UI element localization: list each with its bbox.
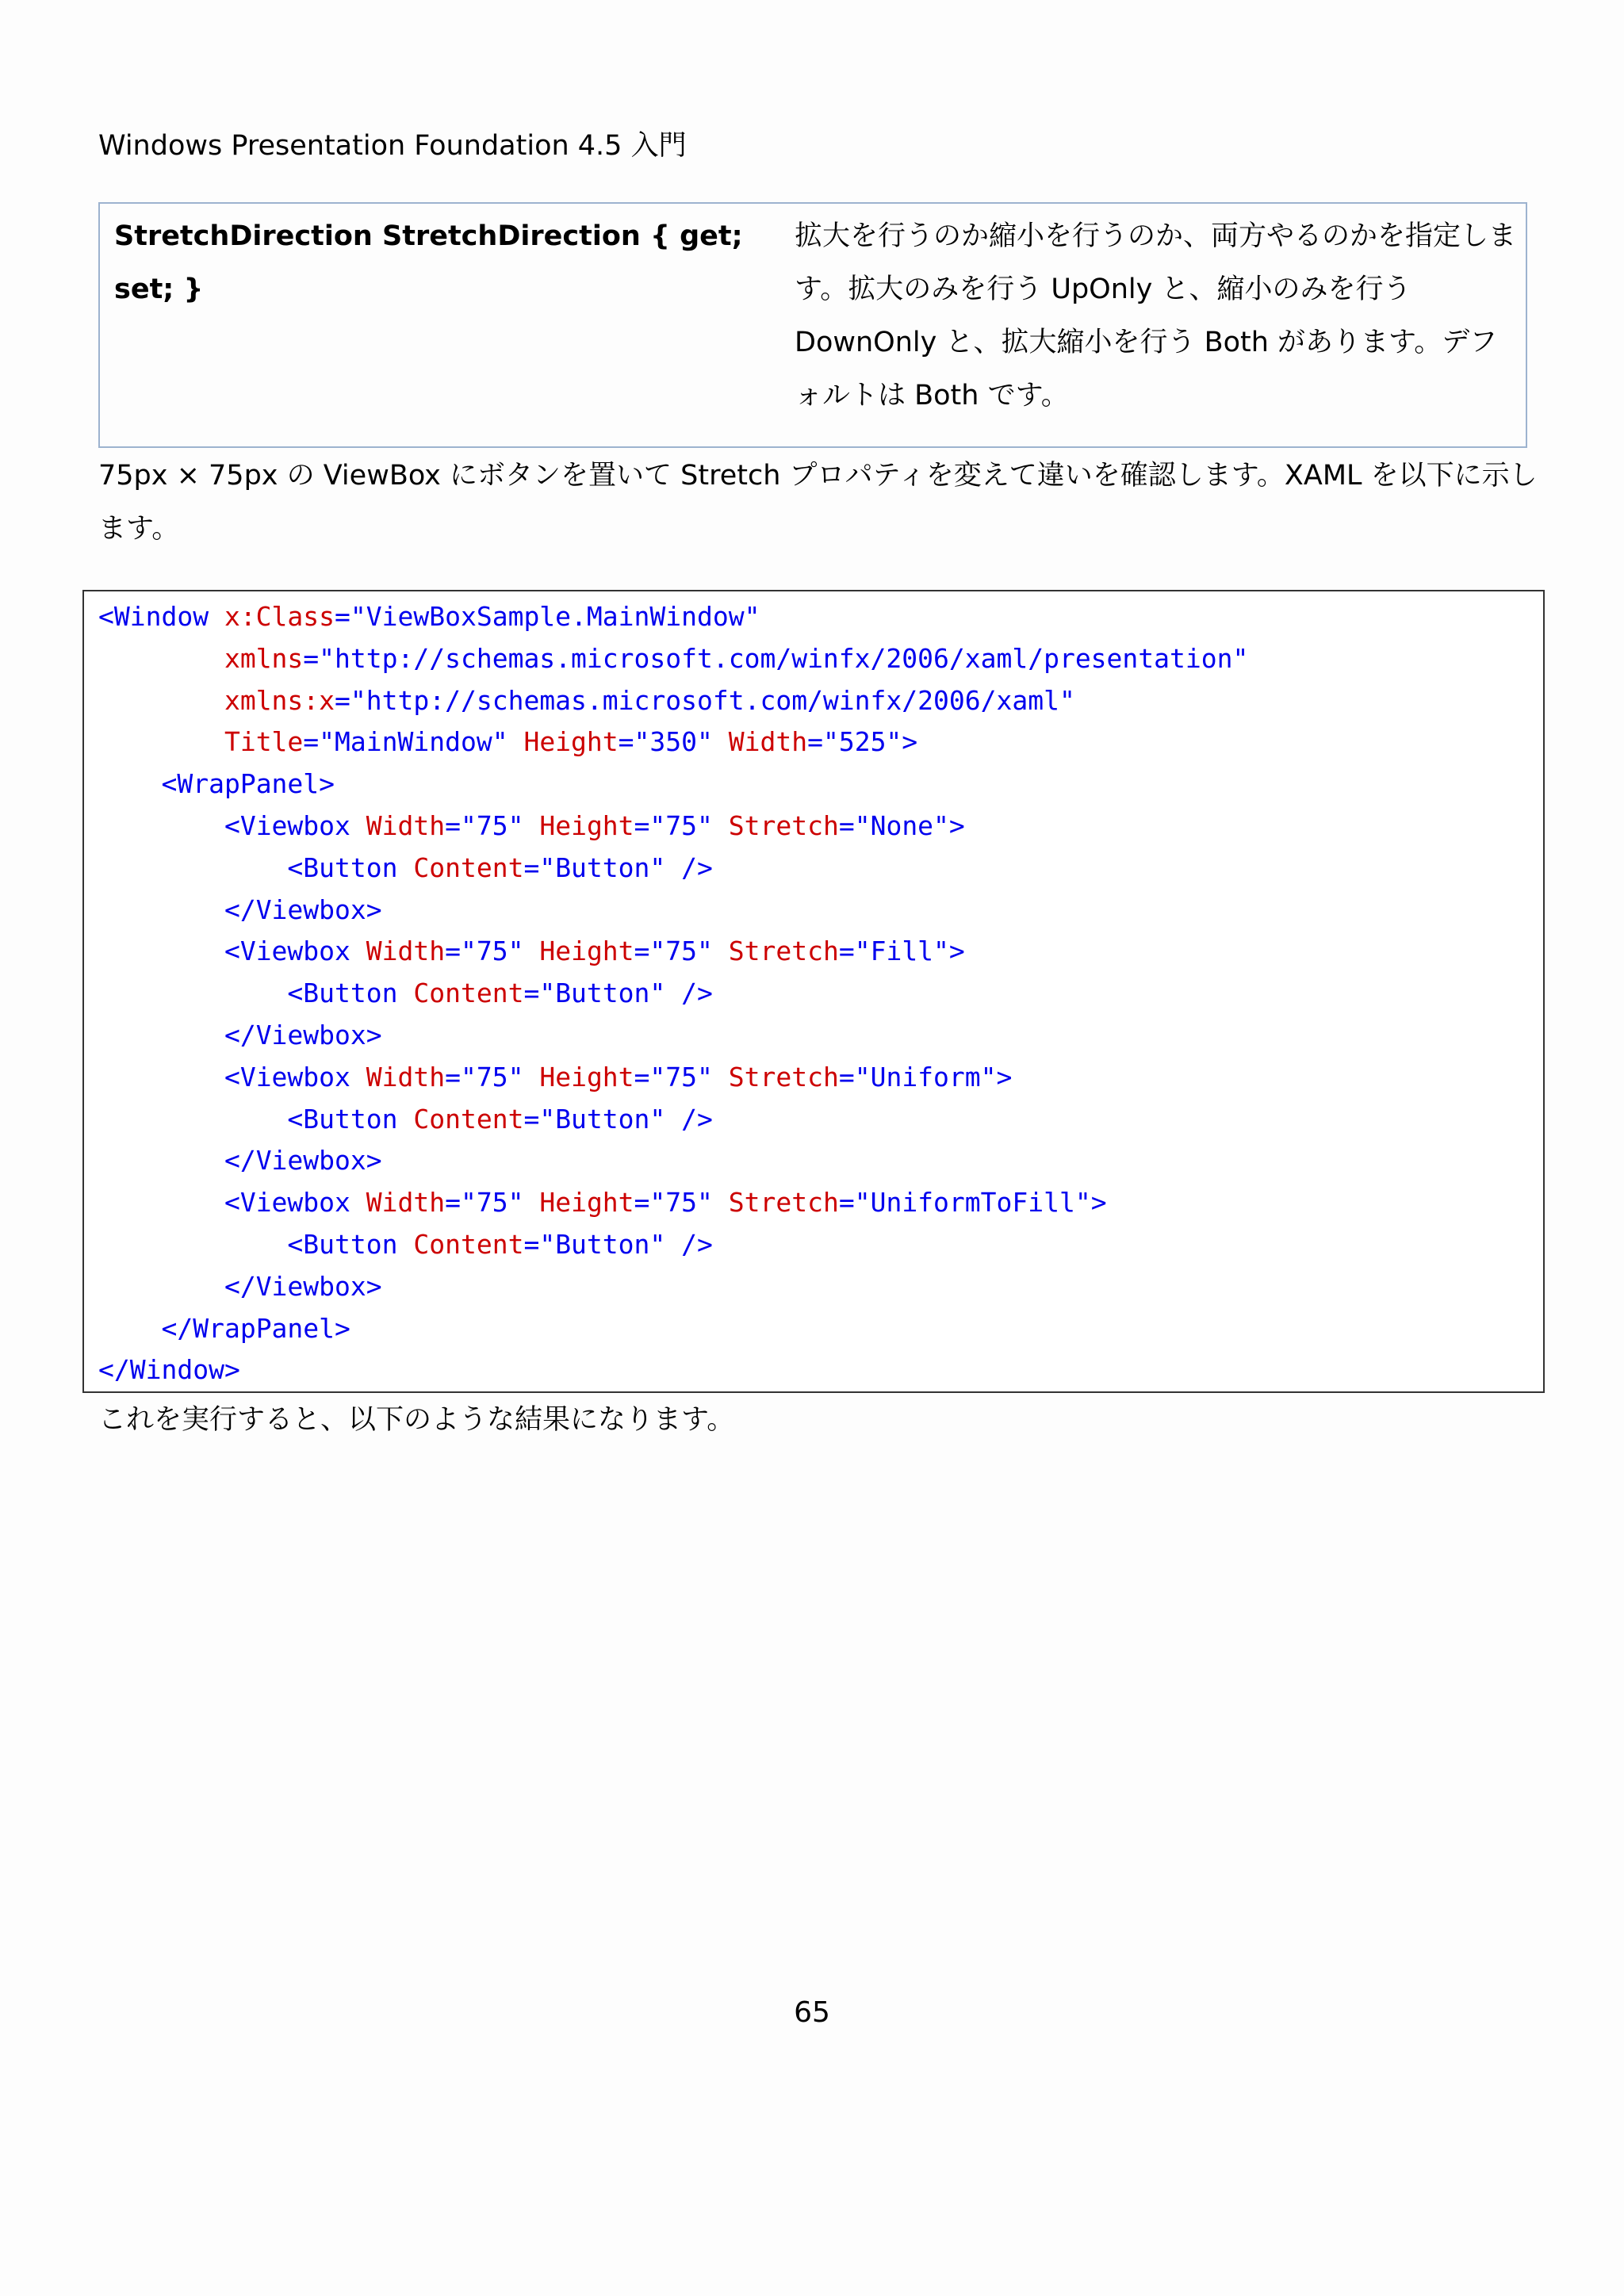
code-token: <Viewbox: [224, 1187, 350, 1219]
code-line: [98, 973, 1248, 1015]
property-description: 拡大を行うのか縮小を行うのか、両方やるのかを指定します。拡大のみを行う UpOnly と、縮小のみを行う DownOnly と、拡大縮小を行う Both があります。デフォルトは Both です。: [795, 220, 1517, 411]
code-attribute: Stretch: [712, 936, 839, 967]
code-token: ="UniformToFill">: [838, 1187, 1107, 1219]
code-token: <Window: [98, 601, 209, 632]
code-line: [98, 763, 1248, 806]
code-token: ="Uniform">: [838, 1061, 1013, 1093]
code-token: ="Button" />: [523, 978, 713, 1009]
code-token: <Button: [287, 1228, 398, 1260]
code-line: [98, 848, 1248, 890]
page-number: 65: [794, 1996, 830, 2029]
code-token: ="Button" />: [523, 851, 713, 883]
code-line: [98, 890, 1248, 932]
code-token: <WrapPanel>: [161, 768, 335, 800]
code-token: </Window>: [98, 1354, 240, 1386]
code-line: [98, 1140, 1248, 1182]
code-token: ="75": [634, 809, 713, 841]
code-line: [98, 596, 1248, 638]
code-attribute: Title: [224, 726, 304, 758]
code-token: ="350": [618, 726, 713, 758]
code-token: ="75": [445, 936, 524, 967]
code-attribute: Width: [350, 1061, 446, 1093]
code-token: <Button: [287, 851, 398, 883]
code-token: </Viewbox>: [224, 894, 382, 925]
code-token: ="75": [445, 1061, 524, 1093]
code-attribute: Stretch: [712, 1061, 839, 1093]
code-token: ="75": [445, 1187, 524, 1219]
code-attribute: Content: [397, 978, 524, 1009]
code-line: [98, 721, 1248, 763]
code-attribute: xmlns:x: [224, 684, 335, 716]
code-attribute: Height: [523, 1061, 634, 1093]
code-attribute: Content: [397, 1103, 524, 1135]
code-line: [98, 1349, 1248, 1391]
code-attribute: Content: [397, 1228, 524, 1260]
code-line: [98, 1224, 1248, 1266]
code-line: [98, 1015, 1248, 1057]
code-attribute: Height: [523, 1187, 634, 1219]
code-token: </Viewbox>: [224, 1145, 382, 1177]
code-block: [82, 590, 1545, 1393]
code-token: <Viewbox: [224, 809, 350, 841]
result-paragraph: これを実行すると、以下のような結果になります。: [98, 1404, 735, 1436]
code-attribute: xmlns: [224, 642, 304, 674]
code-line: [98, 1057, 1248, 1099]
code-token: ="Button" />: [523, 1103, 713, 1135]
code-line: [98, 1308, 1248, 1350]
code-line: [98, 1099, 1248, 1141]
code-token: ="75": [634, 1061, 713, 1093]
code-attribute: x:Class: [209, 601, 335, 632]
code-token: ="Button" />: [523, 1228, 713, 1260]
code-token: ="None">: [838, 809, 965, 841]
code-token: ="http://schemas.microsoft.com/winfx/2006/xaml/presentation": [303, 642, 1249, 674]
code-token: <Viewbox: [224, 1061, 350, 1093]
code-token: ="MainWindow": [303, 726, 508, 758]
code-attribute: Height: [523, 809, 634, 841]
code-line: [98, 638, 1248, 680]
code-attribute: Stretch: [712, 809, 839, 841]
property-table: [98, 202, 1527, 448]
property-signature: StretchDirection StretchDirection { get; set; }: [114, 220, 743, 305]
code-attribute: Width: [350, 936, 446, 967]
code-attribute: Width: [712, 726, 808, 758]
code-line: [98, 1182, 1248, 1224]
code-token: ="75": [634, 936, 713, 967]
code-token: </WrapPanel>: [161, 1312, 350, 1344]
code-attribute: Width: [350, 1187, 446, 1219]
page-header: Windows Presentation Foundation 4.5 入門: [98, 130, 687, 162]
xaml-code: [98, 596, 1248, 1391]
code-token: ="75": [445, 809, 524, 841]
code-token: <Viewbox: [224, 936, 350, 967]
intro-paragraph: 75px × 75px の ViewBox にボタンを置いて Stretch プロパティを変えて違いを確認します。XAML を以下に示します。: [98, 460, 1538, 545]
code-line: [98, 680, 1248, 722]
code-line: [98, 931, 1248, 973]
code-token: <Button: [287, 978, 398, 1009]
code-token: ="ViewBoxSample.MainWindow": [335, 601, 760, 632]
code-attribute: Width: [350, 809, 446, 841]
code-attribute: Height: [523, 936, 634, 967]
code-attribute: Content: [397, 851, 524, 883]
code-token: </Viewbox>: [224, 1270, 382, 1302]
code-line: [98, 806, 1248, 848]
code-line: [98, 1266, 1248, 1308]
code-token: <Button: [287, 1103, 398, 1135]
code-token: ="525">: [807, 726, 918, 758]
code-token: ="75": [634, 1187, 713, 1219]
code-token: ="Fill">: [838, 936, 965, 967]
code-token: </Viewbox>: [224, 1019, 382, 1050]
code-attribute: Height: [508, 726, 619, 758]
code-attribute: Stretch: [712, 1187, 839, 1219]
code-token: ="http://schemas.microsoft.com/winfx/2006/xaml": [335, 684, 1075, 716]
